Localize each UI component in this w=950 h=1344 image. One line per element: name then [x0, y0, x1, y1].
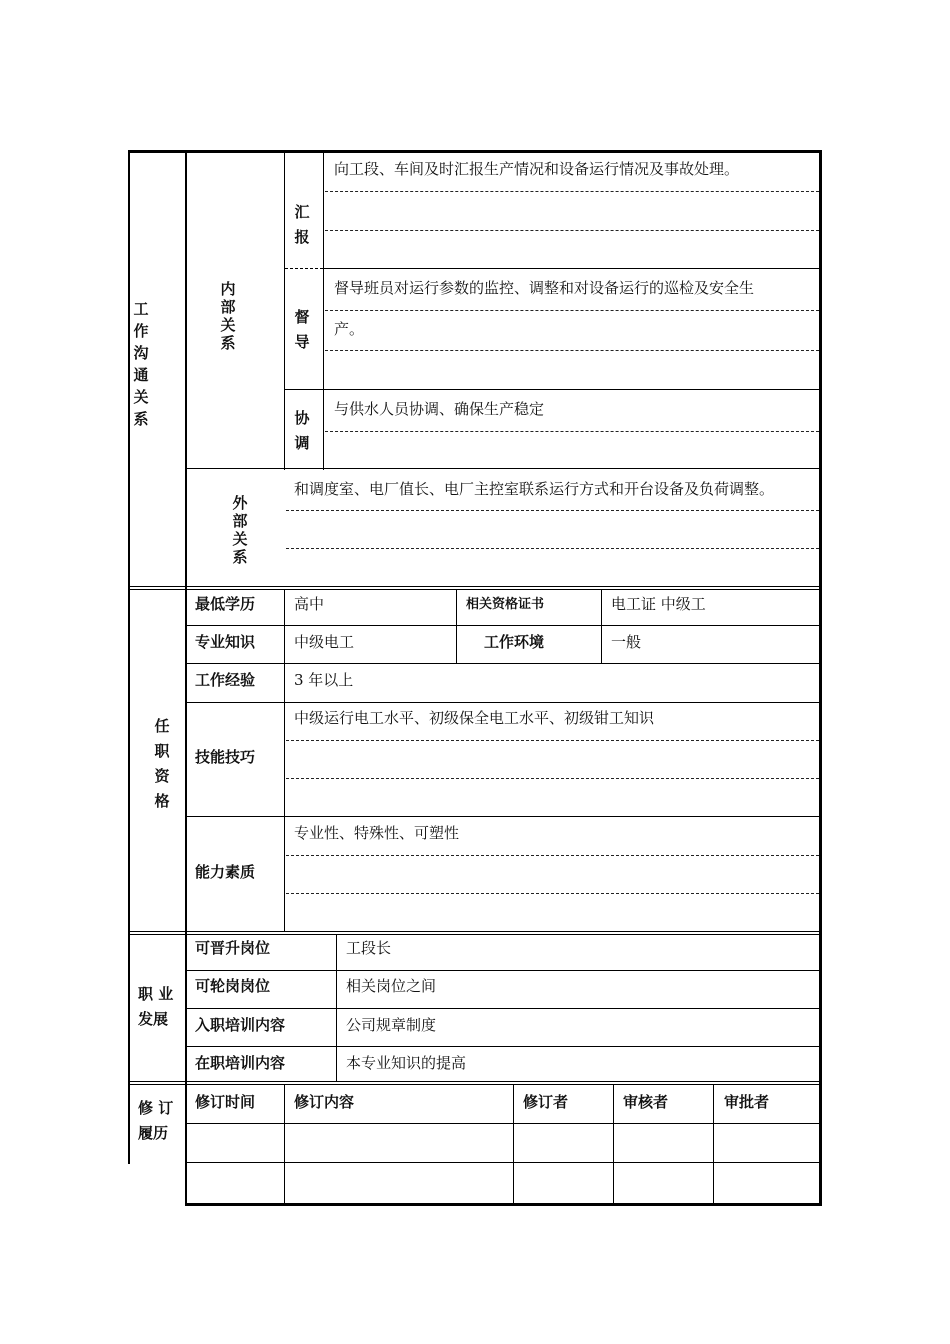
qual-col-right: [601, 589, 602, 663]
edu-value: 高中: [294, 595, 325, 613]
env-label: 工作环境: [484, 633, 545, 651]
revision-section-label-1: 修 订: [138, 1099, 174, 1117]
skill-line-1: [286, 740, 819, 741]
external-relations-label: 外部关系: [232, 494, 248, 566]
rev-col-3: [613, 1084, 614, 1204]
career-section-label-1: 职 业: [138, 985, 174, 1003]
promote-label: 可晋升岗位: [195, 939, 271, 957]
skill-value: 中级运行电工水平、初级保全电工水平、初级钳工知识: [294, 709, 655, 727]
rev-col-1: [284, 1084, 285, 1204]
rev-header-content: 修订内容: [294, 1093, 355, 1111]
ability-value: 专业性、特殊性、可塑性: [294, 824, 460, 842]
col-line-internal: [284, 150, 285, 470]
rev-col-2: [513, 1084, 514, 1204]
promote-value: 工段长: [346, 939, 392, 957]
qualifications-section-label: 任职资格: [154, 717, 170, 810]
qual-row-4: [187, 816, 820, 817]
onjob-label: 在职培训内容: [195, 1054, 286, 1072]
col-line-section: [185, 150, 187, 1206]
career-row-3: [187, 1046, 820, 1047]
internal-relations-label: 内部关系: [220, 280, 236, 352]
onjob-value: 本专业知识的提高: [346, 1054, 467, 1072]
external-text: 和调度室、电厂值长、电厂主控室联系运行方式和开台设备及负荷调整。: [294, 480, 775, 498]
rev-row-2: [187, 1162, 820, 1163]
row-line-career-end-b: [130, 1084, 820, 1085]
row-line-career-end-a: [130, 1081, 820, 1082]
supervise-coordinate-divider: [285, 389, 820, 390]
knowledge-label: 专业知识: [195, 633, 256, 651]
qual-col-mid: [456, 589, 457, 663]
internal-bottom-text-rule: [324, 268, 820, 269]
table-border-right: [819, 150, 822, 1206]
report-text: 向工段、车间及时汇报生产情况和设备运行情况及事故处理。: [334, 160, 740, 178]
ability-line-2: [286, 893, 819, 894]
rev-header-time: 修订时间: [195, 1093, 256, 1111]
report-line-1: [325, 191, 819, 192]
supervise-text-line-2: 产。: [334, 320, 365, 338]
qual-col-line: [284, 589, 285, 932]
row-line-qual-end-b: [130, 934, 820, 935]
skill-label: 技能技巧: [195, 748, 256, 766]
rev-header-reviewer: 审核者: [623, 1093, 669, 1111]
external-line-1: [286, 510, 819, 511]
coordinate-label: 协调: [294, 409, 310, 452]
exp-label: 工作经验: [195, 671, 256, 689]
coordinate-text: 与供水人员协调、确保生产稳定: [334, 400, 545, 418]
table-border-left: [128, 150, 130, 1164]
career-section-label-2: 发展: [138, 1010, 169, 1028]
supervise-line-2: [325, 350, 819, 351]
rotate-label: 可轮岗岗位: [195, 977, 271, 995]
cert-label: 相关资格证书: [466, 597, 545, 612]
edu-label: 最低学历: [195, 595, 256, 613]
supervise-text-line-1: 督导班员对运行参数的监控、调整和对设备运行的巡检及安全生: [334, 279, 755, 297]
external-line-2: [286, 548, 819, 549]
supervise-line-1: [325, 310, 819, 311]
revision-section-label-2: 履历: [138, 1124, 169, 1142]
work-relations-section-label: 工作沟通关系: [133, 300, 149, 428]
col-line-sublabel: [323, 150, 324, 470]
report-label: 汇报: [294, 203, 310, 246]
skill-line-2: [286, 778, 819, 779]
rev-header-approver: 审批者: [724, 1093, 770, 1111]
row-line-internal-external: [187, 468, 820, 469]
qual-row-3: [187, 702, 820, 703]
rev-col-4: [713, 1084, 714, 1204]
row-line-relations-end-b: [130, 589, 820, 590]
induction-label: 入职培训内容: [195, 1016, 286, 1034]
rotate-value: 相关岗位之间: [346, 977, 437, 995]
coordinate-line-1: [325, 431, 819, 432]
ability-line-1: [286, 855, 819, 856]
row-line-relations-end-a: [130, 586, 820, 587]
rev-row-1: [187, 1123, 820, 1124]
cert-value: 电工证 中级工: [611, 595, 706, 613]
career-row-2: [187, 1008, 820, 1009]
induction-value: 公司规章制度: [346, 1016, 437, 1034]
supervise-label: 督导: [294, 308, 310, 351]
report-line-2: [325, 230, 819, 231]
table-border-top: [128, 150, 822, 153]
qual-row-1: [187, 625, 820, 626]
knowledge-value: 中级电工: [294, 633, 355, 651]
table-border-bottom: [185, 1203, 822, 1206]
env-value: 一般: [611, 633, 642, 651]
career-row-1: [187, 970, 820, 971]
exp-value: 3 年以上: [294, 671, 354, 689]
row-line-qual-end-a: [130, 931, 820, 932]
ability-label: 能力素质: [195, 863, 256, 881]
rev-header-reviser: 修订者: [523, 1093, 569, 1111]
qual-row-2: [187, 663, 820, 664]
report-supervise-divider: [285, 268, 323, 269]
